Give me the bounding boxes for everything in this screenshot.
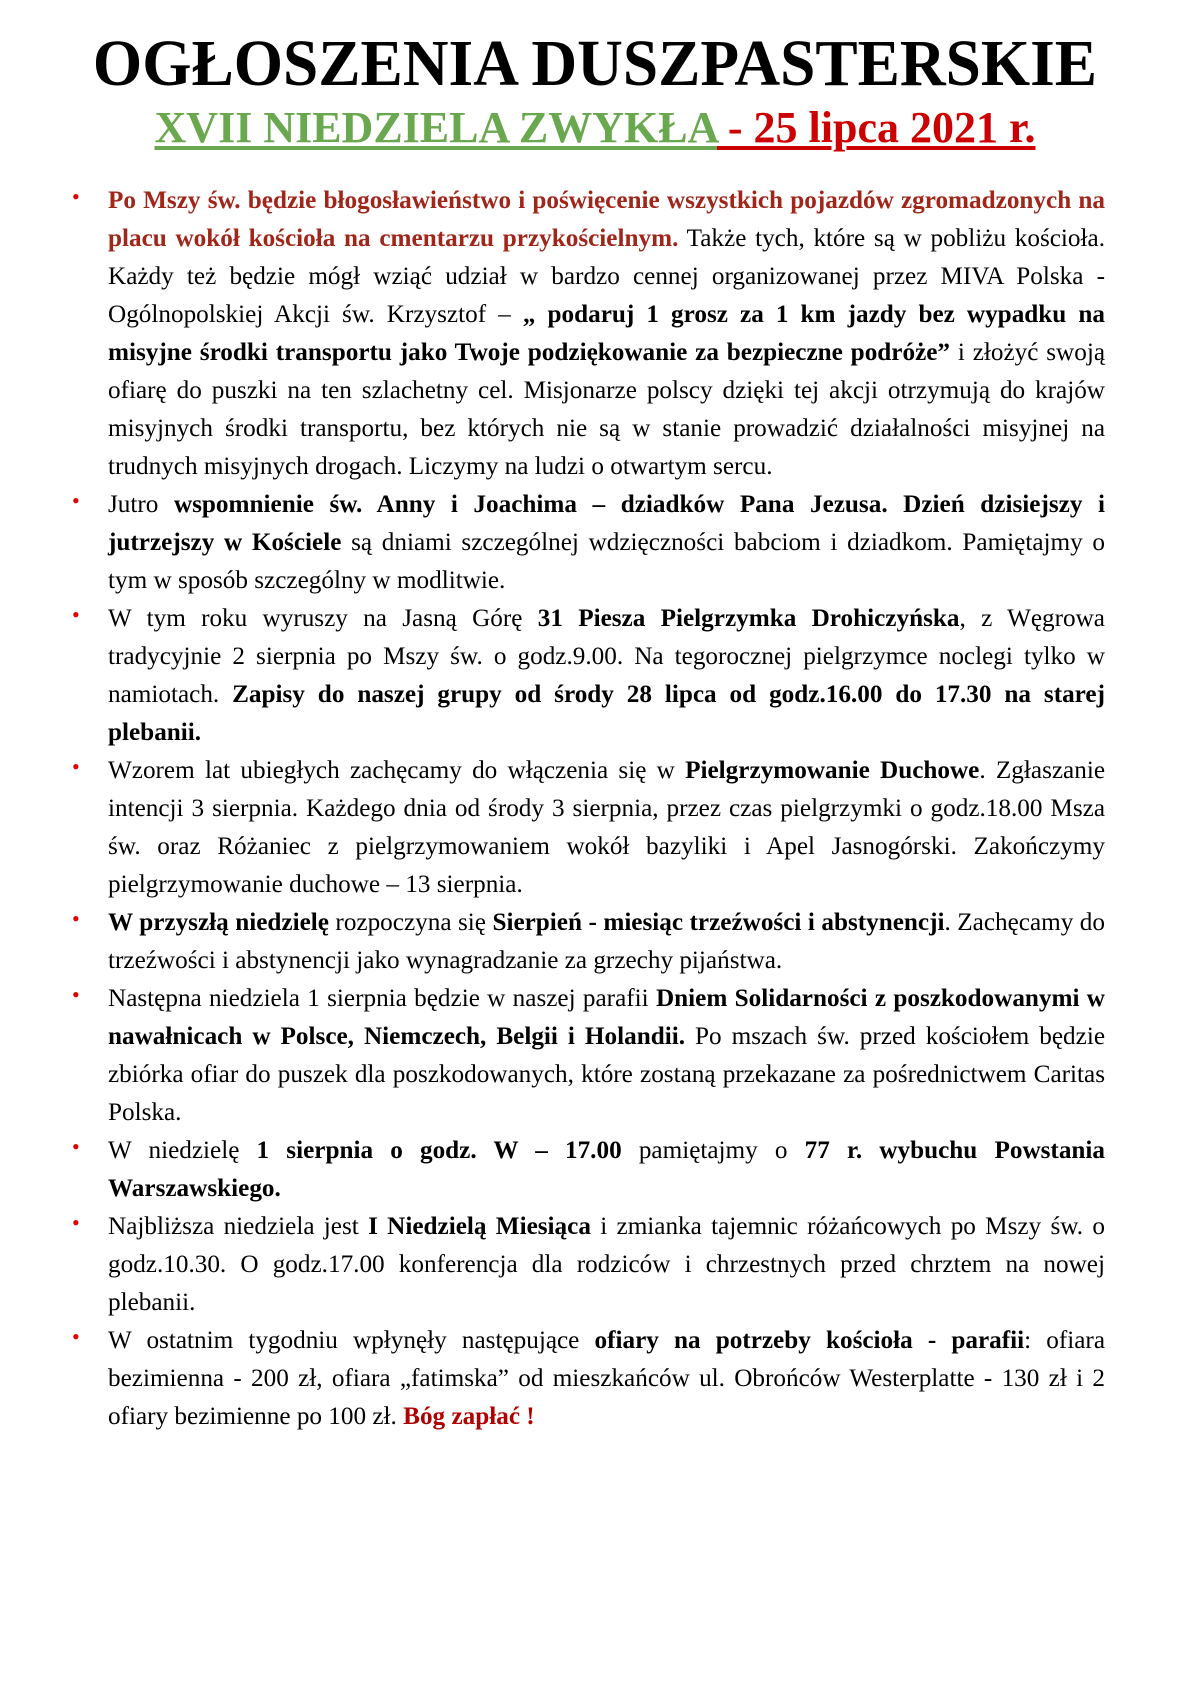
announcement-item — [68, 182, 1105, 486]
text-segment: Wzorem lat ubiegłych zachęcamy do włączenia się w — [108, 757, 686, 784]
announcement-item — [68, 904, 1105, 980]
text-segment: ofiary na potrzeby kościoła - parafii — [594, 1327, 1025, 1354]
text-segment: Sierpień - miesiąc trzeźwości i abstynencji — [492, 909, 945, 936]
announcement-item — [68, 752, 1105, 904]
text-segment: Dniem Solidarności z poszkodowanymi w nawałnicach w Polsce, Niemczech, Belgii i Holandii. — [108, 985, 1105, 1050]
text-segment: Najbliższa niedziela jest — [108, 1213, 369, 1240]
announcement-item — [68, 1132, 1105, 1208]
bullet-icon: • — [72, 906, 80, 931]
text-segment: wspomnienie św. Anny i Joachima – dziadków Pana Jezusa. Dzień dzisiejszy i jutrzejszy w Kościele — [108, 491, 1105, 556]
text-segment: I Niedzielą Miesiąca — [368, 1213, 591, 1240]
text-segment: W niedzielę — [108, 1137, 257, 1164]
announcement-item — [68, 486, 1105, 600]
text-segment: W tym roku wyruszy na Jasną Górę — [108, 605, 538, 632]
page-subtitle — [0, 101, 1190, 155]
text-segment: Po Mszy św. będzie błogosławieństwo i poświęcenie wszystkich pojazdów zgromadzonych na placu wokół kościoła na cmentarzu przykościelnym. — [108, 187, 1105, 252]
text-segment: i złożyć swoją ofiarę do puszki na ten szlachetny cel. Misjonarze polscy dzięki tej akcji otrzymują do krajów misyjnych środki transportu, bez których nie są w stanie prowadzić działalności misyjnej na trudnych misyjnych drogach. Liczymy na ludzi o otwartym sercu. — [108, 339, 1106, 480]
text-segment: . Zgłaszanie intencji 3 sierpnia. Każdego dnia od środy 3 sierpnia, przez czas pielgrzymki o godz.18.00 Msza św. oraz Różaniec z pielgrzymowaniem wokół bazyliki i Apel Jasnogórski. Zakończymy pielgrzymowanie duchowe – 13 sierpnia. — [108, 757, 1106, 898]
bullet-icon: • — [72, 1324, 80, 1349]
sunday-name: XVII NIEDZIELA ZWYKŁA — [154, 103, 717, 152]
announcements-list — [68, 182, 1105, 1436]
text-segment: 77 r. wybuchu Powstania Warszawskiego. — [108, 1137, 1106, 1202]
announcement-item — [68, 600, 1105, 752]
bullet-icon: • — [72, 184, 80, 209]
bullet-icon: • — [72, 1134, 80, 1159]
page-title: OGŁOSZENIA DUSZPASTERSKIE — [92, 27, 1098, 100]
text-segment: rozpoczyna się — [328, 909, 493, 936]
bullet-icon: • — [72, 1210, 80, 1235]
text-segment: : ofiara bezimienna - 200 zł, ofiara „fatimska” od mieszkańców ul. Obrońców Westerplatte - 130 zł i 2 ofiary bezimienne po 100 zł. — [108, 1327, 1105, 1430]
text-segment: W przyszłą niedzielę — [108, 909, 329, 936]
sunday-date: - 25 lipca 2021 r. — [716, 103, 1036, 152]
text-segment: 1 sierpnia o godz. W – 17.00 — [256, 1137, 622, 1164]
text-segment: Pielgrzymowanie Duchowe — [685, 757, 980, 784]
text-segment: , z Węgrowa tradycyjnie 2 sierpnia po Mszy św. o godz.9.00. Na tegorocznej pielgrzymce noclegi tylko w namiotach. — [108, 605, 1105, 708]
text-segment: Także tych, które są w pobliżu kościoła. Każdy też będzie mógł wziąć udział w bardzo cennej organizowanej przez MIVA Polska - Ogólnopolskiej Akcji św. Krzysztof – — [108, 225, 1105, 328]
text-segment: i zmianka tajemnic różańcowych po Mszy św. o godz.10.30. O godz.17.00 konferencja dla rodziców i chrzestnych przed chrztem na nowej plebanii. — [108, 1213, 1105, 1316]
text-segment: . Zachęcamy do trzeźwości i abstynencji jako wynagradzanie za grzechy pijaństwa. — [108, 909, 1105, 974]
announcement-item — [68, 1322, 1105, 1436]
text-segment: Jutro — [108, 491, 174, 518]
bullet-icon: • — [72, 488, 80, 513]
text-segment: pamiętajmy o — [621, 1137, 805, 1164]
bullet-icon: • — [72, 602, 80, 627]
text-segment: 31 Piesza Pielgrzymka Drohiczyńska — [537, 605, 960, 632]
announcement-item — [68, 1208, 1105, 1322]
text-segment: Zapisy do naszej grupy od środy 28 lipca od godz.16.00 do 17.30 na starej plebanii. — [108, 681, 1105, 746]
text-segment: Po mszach św. przed kościołem będzie zbiórka ofiar do puszek dla poszkodowanych, które zostaną przekazane za pośrednictwem Caritas Polska. — [108, 1023, 1105, 1126]
text-segment: są dniami szczególnej wdzięczności babciom i dziadkom. Pamiętajmy o tym w sposób szczególny w modlitwie. — [108, 529, 1105, 594]
announcement-item — [68, 980, 1105, 1132]
bullet-icon: • — [72, 754, 80, 779]
closing-thanks: Bóg zapłać ! — [403, 1403, 535, 1430]
bullet-icon: • — [72, 982, 80, 1007]
text-segment: „ podaruj 1 grosz za 1 km jazdy bez wypadku na misyjne środki transportu jako Twoje podziękowanie za bezpieczne podróże” — [108, 301, 1105, 366]
text-segment: W ostatnim tygodniu wpłynęły następujące — [108, 1327, 595, 1354]
text-segment: Następna niedziela 1 sierpnia będzie w naszej parafii — [108, 985, 656, 1012]
